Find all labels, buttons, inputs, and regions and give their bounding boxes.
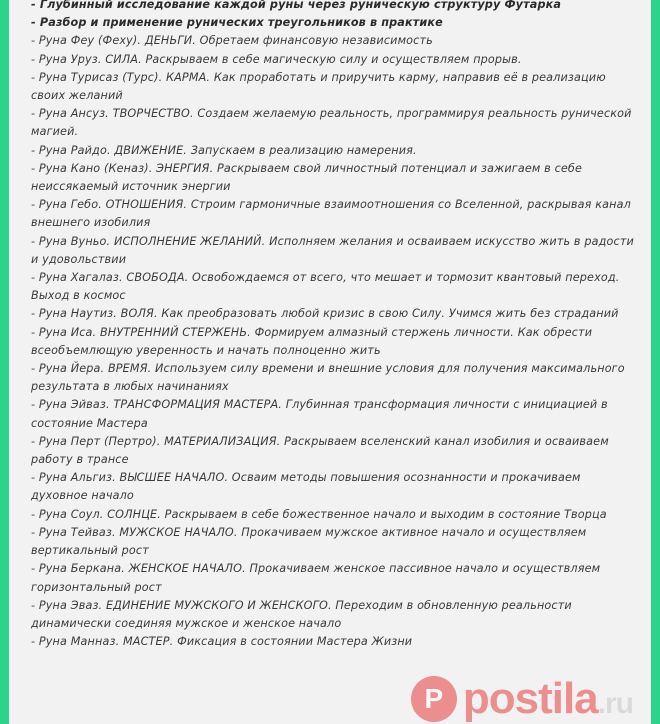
list-item: - Разбор и применение рунических треугольников в практике [31, 16, 443, 30]
document-page [9, 0, 651, 724]
list-item: - Руна Феу (Феху). ДЕНЬГИ. Обретаем финансовую независимость [31, 34, 433, 48]
watermark-text: postila.ru [462, 674, 633, 723]
list-item: - Руна Перт (Пертро). МАТЕРИАЛИЗАЦИЯ. Раскрываем вселенский канал изобилия и осваиваем работу в трансе [31, 434, 609, 467]
postila-watermark [411, 676, 633, 722]
list-item: - Руна Альгиз. ВЫСШЕЕ НАЧАЛО. Осваим методы повышения осознанности и прокачиваем духовное начало [31, 471, 581, 503]
list-item: - Руна Наутиз. ВОЛЯ. Как преобразовать любой кризис в свою Силу. Учимся жить без страданий [31, 307, 619, 321]
list-item: - Руна Турисаз (Турс). КАРМА. Как проработать и приручить карму, направив её в реализацию своих желаний [31, 70, 606, 103]
list-item: - Руна Райдо. ДВИЖЕНИЕ. Запускаем в реализацию намерения. [31, 143, 417, 157]
list-item: - Руна Ансуз. ТВОРЧЕСТВО. Создаем желаемую реальность, программируя реальность рунической магией. [31, 107, 632, 139]
list-item: - Руна Йера. ВРЕМЯ. Используем силу времени и внешние условия для получения максимального результата в любых начинаниях [31, 362, 625, 394]
list-item: - Руна Кано (Кеназ). ЭНЕРГИЯ. Раскрываем свой личностный потенциал и зажигаем в себе неиссякаемый источник энергии [31, 161, 583, 194]
list-item: - Руна Тейваз. МУЖСКОЕ НАЧАЛО. Прокачиваем мужское активное начало и осуществляем вертикальный рост [31, 525, 587, 558]
list-item: - Руна Уруз. СИЛА. Раскрываем в себе магическую силу и осуществляем прорыв. [31, 52, 522, 66]
list-item: - Руна Беркана. ЖЕНСКОЕ НАЧАЛО. Прокачиваем женское пассивное начало и осуществляем горизонтальный рост [31, 562, 601, 594]
list-item: - Руна Хагалаз. СВОБОДА. Освобождаемся от всего, что мешает и тормозит квантовый переход. Выход в космос [31, 271, 620, 303]
list-item: - Руна Эйваз. ТРАНСФОРМАЦИЯ МАСТЕРА. Глубинная трансформация личности с инициацией в состояние Мастера [31, 398, 608, 430]
list-item: - Глубинный исследование каждой руны через руническую структуру Футарка [31, 0, 562, 11]
list-item: - Руна Соул. СОЛНЦЕ. Раскрываем в себе божественное начало и выходим в состояние Творца [31, 507, 607, 521]
list-item: - Руна Гебо. ОТНОШЕНИЯ. Строим гармоничные взаимоотношения со Вселенной, раскрывая канал внешнего изобилия [31, 198, 631, 230]
list-item: - Руна Вуньо. ИСПОЛНЕНИЕ ЖЕЛАНИЙ. Исполняем желания и осваиваем искусство жить в радости и удовольствии [31, 234, 634, 266]
list-item: - Руна Манназ. МАСТЕР. Фиксация в состоянии Мастера Жизни [31, 635, 413, 649]
rune-course-list [31, 0, 636, 651]
list-item: - Руна Эваз. ЕДИНЕНИЕ МУЖСКОГО И ЖЕНСКОГО. Переходим в обновленную реальности динамически соединяя мужское и женское начало [31, 598, 572, 630]
postila-logo-icon: P [411, 676, 457, 722]
list-item: - Руна Иса. ВНУТРЕННИЙ СТЕРЖЕНЬ. Формируем алмазный стержень личности. Как обрести всеобъемлющую уверенность и начать полноценно жить [31, 325, 593, 357]
